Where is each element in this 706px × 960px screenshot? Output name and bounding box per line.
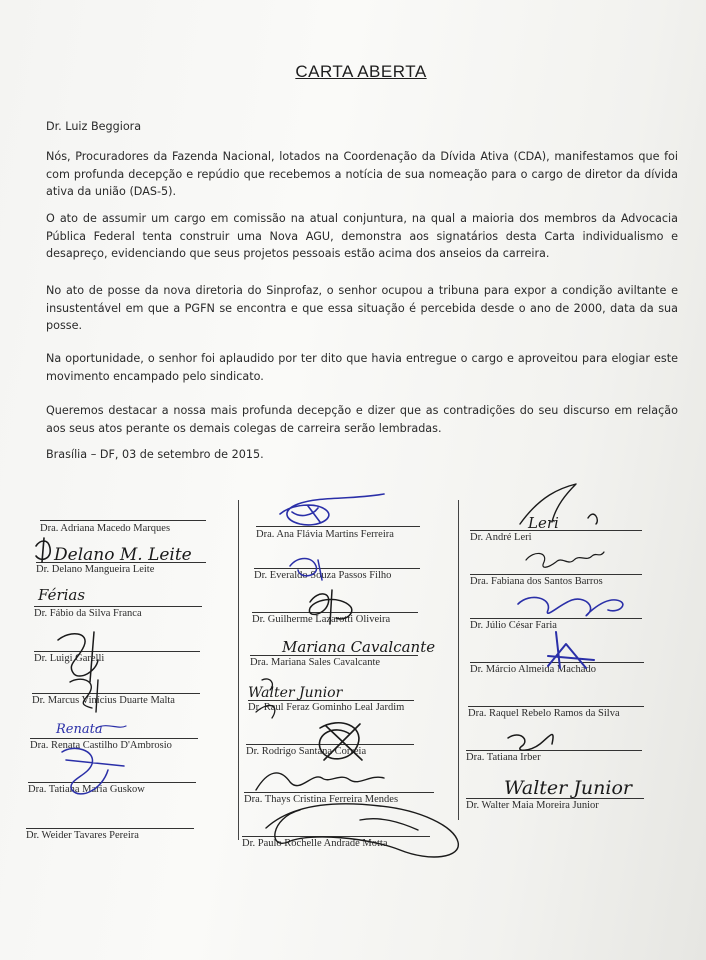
paragraph-3: No ato de posse da nova diretoria do Sinprofaz, o senhor ocupou a tribuna para expor a condição aviltante e insustentável em que a PGFN se encontra e que essa situação é percebida desde o ano de 2000, data da sua posse. (46, 284, 678, 333)
signature-marcus (70, 679, 98, 712)
signatory-name: Dra. Tatiana Maria Guskow (28, 784, 145, 795)
signature-raul-text: Walter Junior (248, 685, 343, 701)
paragraph-2: O ato de assumir um cargo em comissão na atual conjuntura, na qual a maioria dos membros da Advocacia Pública Federal tenta construir uma Nova AGU, demonstra aos signatários desta Carta individualismo e desapreço, evidenciando que seus projetos pessoais estão acima dos anseios da carreira. (46, 212, 678, 261)
signature-mariana-text: Mariana Cavalcante (282, 638, 436, 656)
signatory-name: Dr. Guilherme Lazarotti Oliveira (252, 614, 391, 625)
signature-andre-text: Leri (528, 514, 559, 532)
paragraph-1: Nós, Procuradores da Fazenda Nacional, lotados na Coordenação da Dívida Ativa (CDA), manifestamos que foi com profunda decepção e repúdio que recebemos a notícia de sua nomeação para o cargo de diretor da dívida ativa da união (DAS-5). (46, 150, 678, 199)
signature-fabio-text: Férias (38, 586, 86, 604)
letter-title: CARTA ABERTA (295, 62, 427, 81)
signature-walter (504, 777, 634, 799)
signatory-name: Dr. Marcus Vinícius Duarte Malta (32, 695, 175, 706)
signature-tatiana-irber (508, 734, 553, 750)
paragraph-4: Na oportunidade, o senhor foi aplaudido por ter dito que havia entregue o cargo e aproveitou para elogiar este movimento encampado pelo sindicato. (46, 352, 678, 383)
signature-julio (518, 597, 623, 615)
signatory-name: Dr. Everaldo Souza Passos Filho (254, 570, 392, 581)
signatory-name: Dra. Tatiana Irber (466, 752, 541, 763)
signature-raul (248, 679, 344, 718)
signatory-name: Dra. Raquel Rebelo Ramos da Silva (468, 708, 620, 719)
signatory-name: Dr. Júlio César Faria (470, 620, 557, 631)
salutation: Dr. Luiz Beggiora (46, 120, 142, 133)
signatory-name: Dra. Adriana Macedo Marques (40, 523, 171, 534)
signature-delano (36, 538, 192, 565)
signature-everaldo (290, 559, 322, 581)
date-line: Brasília – DF, 03 de setembro de 2015. (46, 448, 264, 461)
signatory-name: Dra. Renata Castilho D'Ambrosio (30, 740, 172, 751)
signatory-name: Dr. Raul Feraz Gominho Leal Jardim (248, 702, 405, 713)
signature-thays (256, 773, 384, 790)
signature-rodrigo (319, 723, 362, 760)
signature-marcio (548, 632, 594, 668)
signature-renata (55, 722, 126, 737)
signature-delano-text: Delano M. Leite (54, 545, 192, 565)
signature-tatiana-guskow (62, 748, 124, 794)
signatory-name: Dra. Fabiana dos Santos Barros (470, 576, 603, 587)
signature-luigi (58, 632, 98, 682)
signature-guilherme (309, 590, 351, 624)
signatory-name: Dr. Rodrigo Santana Correia (246, 746, 367, 757)
signature-walter-text: Walter Junior (504, 777, 632, 799)
signatory-name: Dr. Luigi Garelli (34, 653, 105, 664)
signature-ana-flavia (280, 494, 384, 525)
signature-renata-text: Renata (56, 722, 103, 737)
signatory-name: Dra. Thays Cristina Ferreira Mendes (244, 794, 399, 805)
signature-mariana (281, 638, 435, 656)
signatory-name: Dr. Delano Mangueira Leite (36, 564, 155, 575)
signature-paulo (266, 804, 458, 857)
signatory-name: Dr. Walter Maia Moreira Junior (466, 800, 599, 811)
signatory-name: Dr. Fábio da Silva Franca (34, 608, 142, 619)
signatory-name: Dra. Mariana Sales Cavalcante (250, 657, 381, 668)
signatory-name: Dr. Paulo Rochelle Andrade Motta (242, 838, 388, 849)
signatory-name: Dr. Márcio Almeida Machado (470, 664, 596, 675)
signatory-name: Dr. André Leri (470, 532, 532, 543)
signature-fabio (37, 586, 85, 604)
signature-fabiana (526, 552, 604, 567)
signatory-name: Dra. Ana Flávia Martins Ferreira (256, 529, 394, 540)
paragraph-5: Queremos destacar a nossa mais profunda decepção e dizer que as contradições do seu discurso em relação aos seus atos perante os demais colegas de carreira serão lembradas. (46, 404, 678, 435)
signatory-name: Dr. Weider Tavares Pereira (26, 830, 139, 841)
signature-andre (520, 484, 597, 532)
